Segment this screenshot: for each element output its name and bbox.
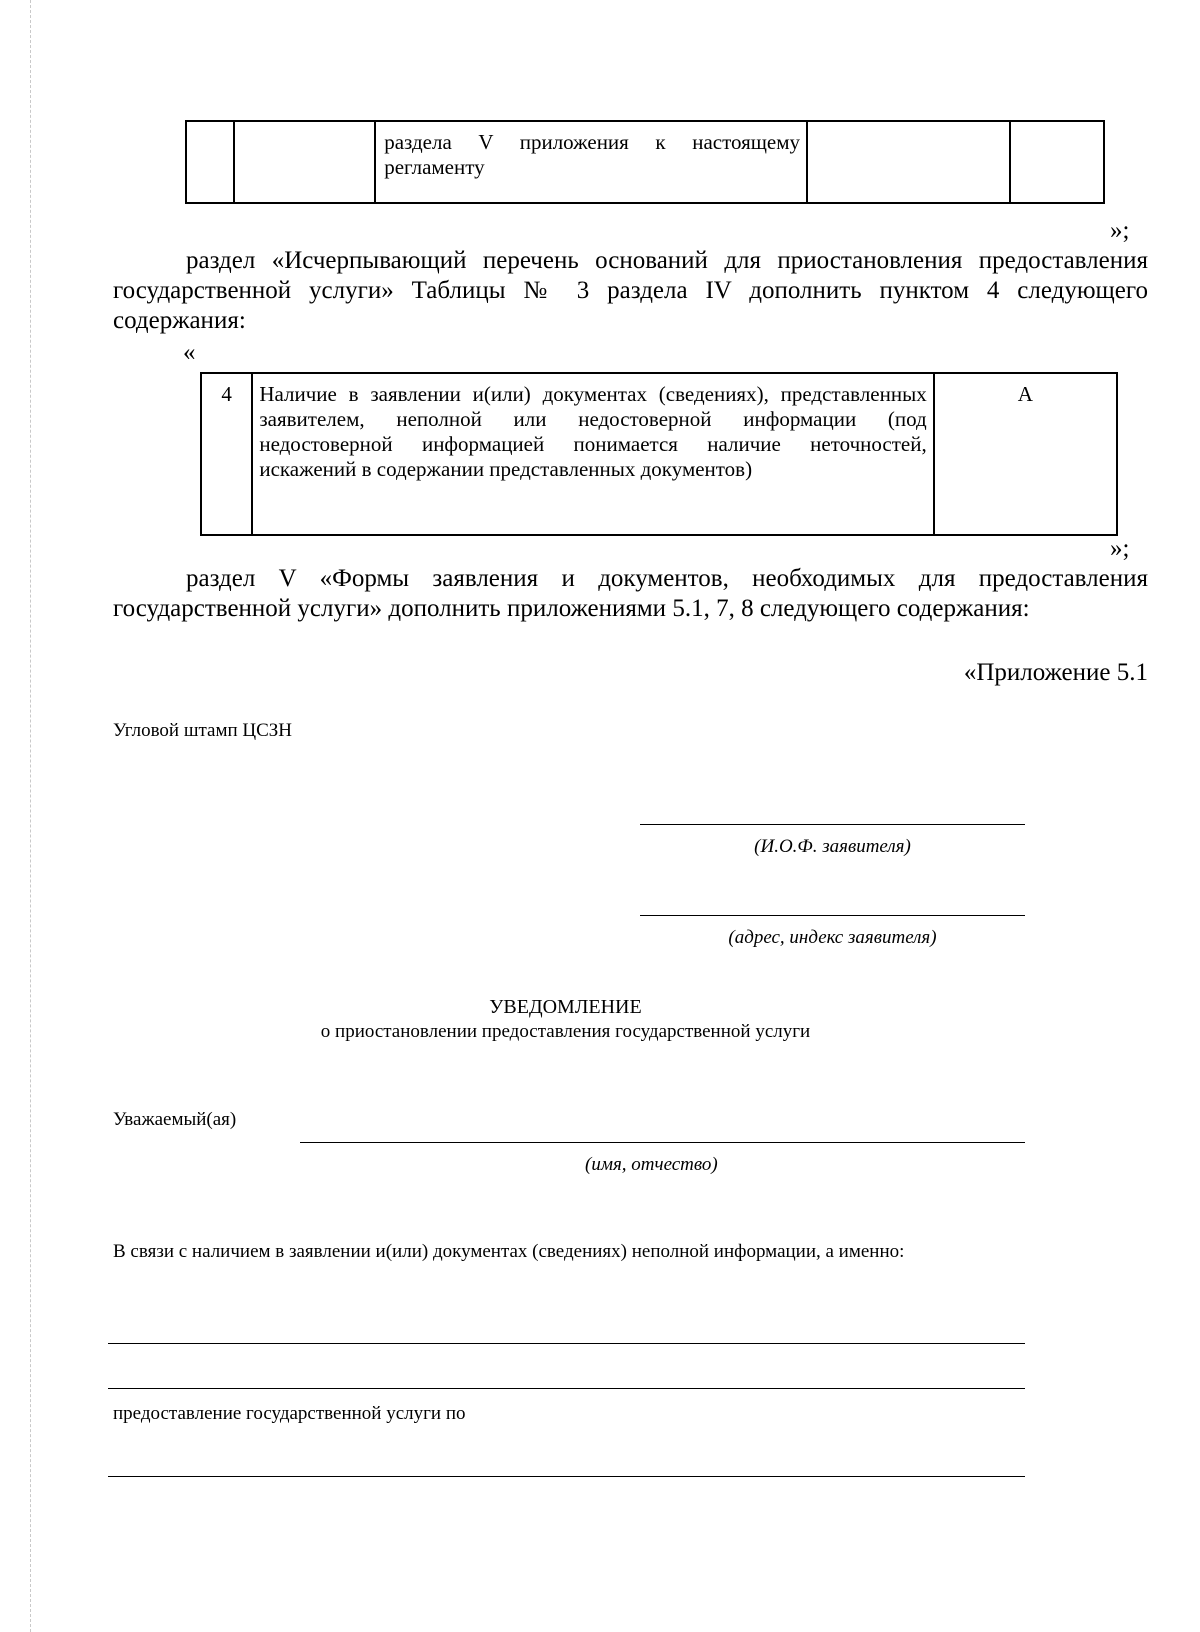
item-number-cell	[201, 373, 252, 535]
applicant-address-line	[640, 915, 1025, 916]
top-table	[185, 120, 1105, 204]
reason-text: В связи с наличием в заявлении и(или) документах (сведениях) неполной информации, а именно:	[113, 1241, 905, 1262]
table-cell	[234, 121, 375, 203]
stamp-label: Угловой штамп ЦСЗН	[113, 720, 293, 741]
applicant-address-caption: (адрес, индекс заявителя)	[728, 927, 937, 948]
notice-title: УВЕДОМЛЕНИЕ	[489, 996, 642, 1018]
item-number: 4	[221, 382, 232, 406]
service-text: предоставление государственной услуги по	[113, 1403, 466, 1424]
applicant-name-line	[640, 824, 1025, 825]
item-code: А	[1017, 382, 1033, 406]
appendix-heading: «Приложение 5.1	[963, 659, 1148, 686]
closing-quote: »;	[1110, 217, 1130, 244]
item-description: Наличие в заявлении и(или) документах (сведениях), представленных заявителем, неполной или недостоверной информации (под недостоверной информацией понимается наличие неточностей, искажений в содержании представленных документов)	[259, 382, 927, 481]
table-cell	[807, 121, 1010, 203]
top-table-text: раздела V приложения к настоящему регламенту	[384, 130, 801, 179]
reason-line-2	[108, 1388, 1025, 1389]
applicant-name-caption: (И.О.Ф. заявителя)	[754, 836, 911, 857]
service-line	[108, 1476, 1025, 1477]
greeting-caption: (имя, отчество)	[585, 1154, 718, 1175]
opening-quote: «	[183, 339, 196, 366]
item-description-cell	[252, 373, 933, 535]
paragraph-forms: раздел V «Формы заявления и документов, необходимых для предоставления государственной услуги» дополнить приложениями 5.1, 7, 8 следующего содержания:	[113, 565, 1148, 622]
reason-line-1	[108, 1343, 1025, 1344]
scan-edge-dashes	[30, 0, 31, 1632]
table-row	[201, 373, 1117, 535]
item-code-cell	[934, 373, 1117, 535]
notice-subtitle: о приостановлении предоставления государственной услуги	[320, 1021, 811, 1042]
item-table	[200, 372, 1118, 536]
greeting: Уважаемый(ая)	[113, 1109, 237, 1130]
closing-quote: »;	[1110, 535, 1130, 562]
table-cell	[1010, 121, 1104, 203]
table-cell	[186, 121, 234, 203]
paragraph-suspension-grounds: раздел «Исчерпывающий перечень оснований для приостановления предоставления государственной услуги» Таблицы № 3 раздела IV дополнить пунктом 4 следующего содержания:	[113, 247, 1148, 334]
table-cell	[375, 121, 807, 203]
table-row	[186, 121, 1104, 203]
greeting-line	[300, 1142, 1025, 1143]
